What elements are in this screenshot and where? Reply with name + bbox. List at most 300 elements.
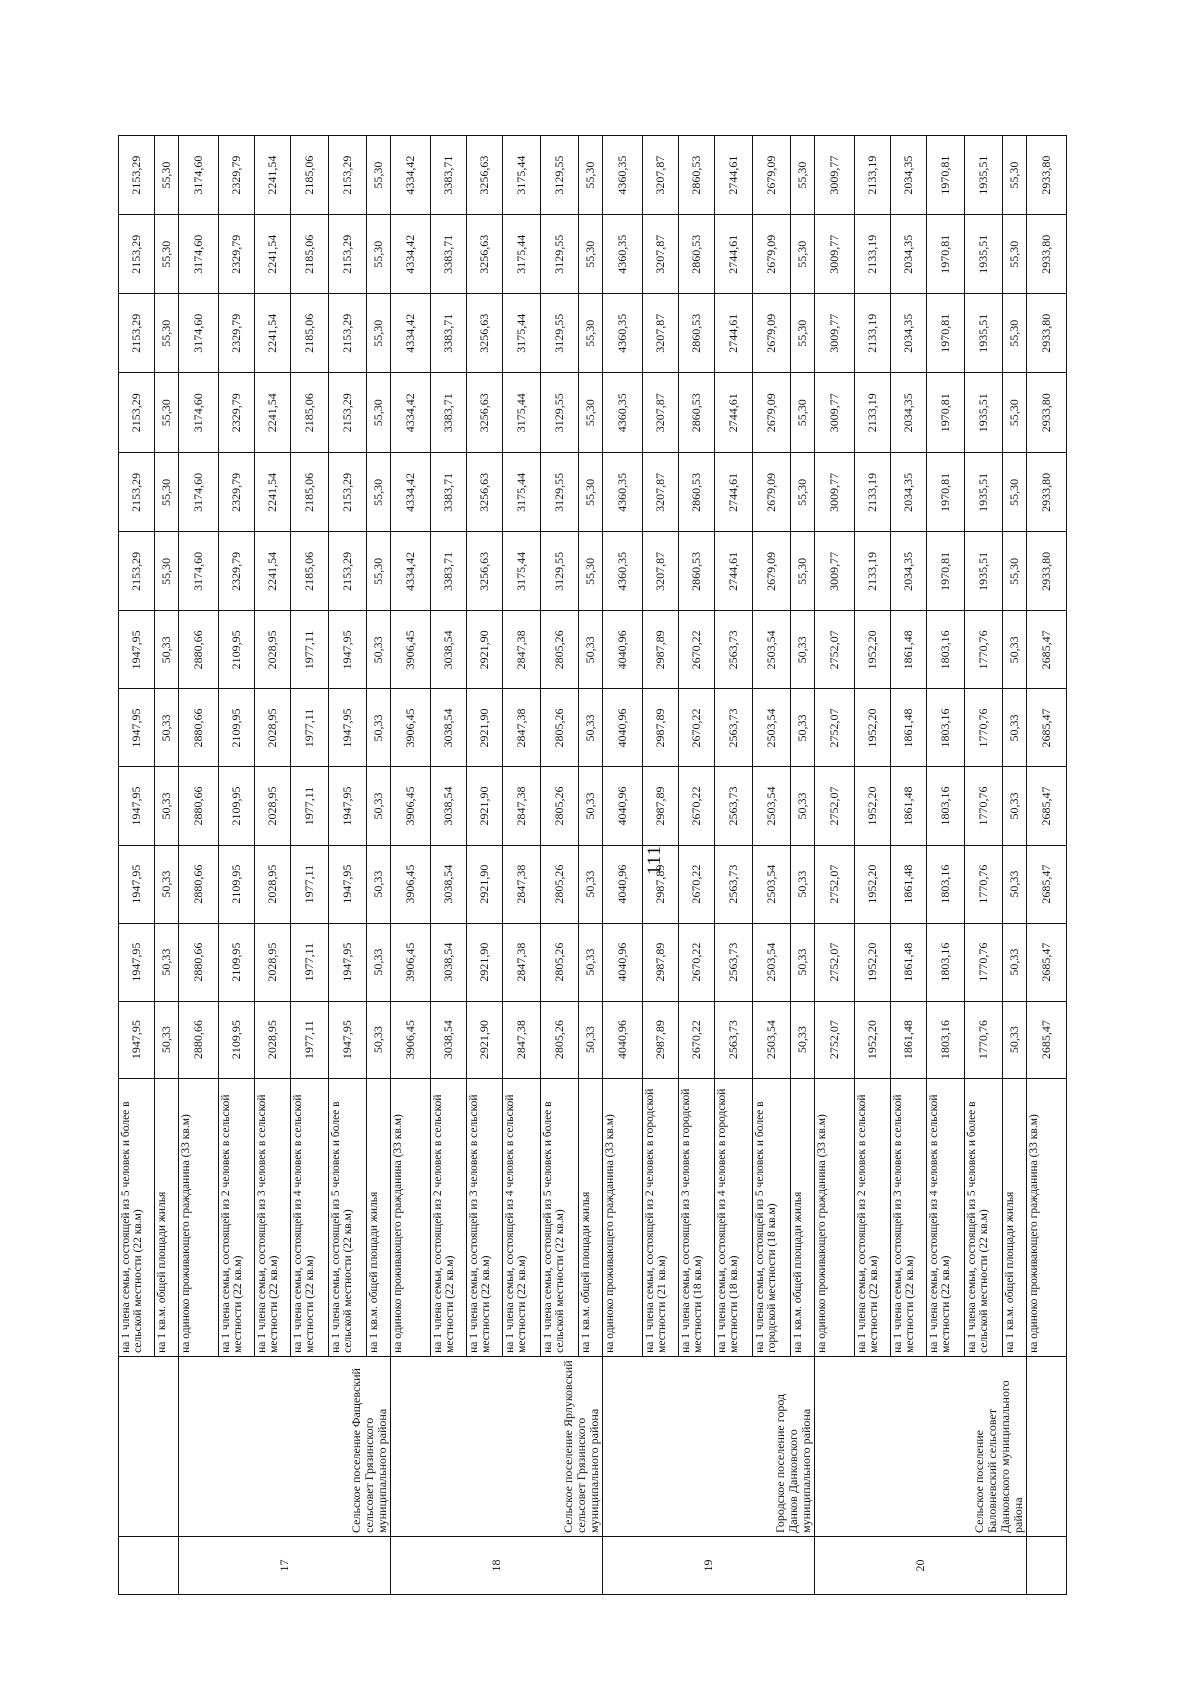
value-cell: 3207,87 [643, 453, 679, 532]
value-cell: 55,30 [579, 136, 603, 215]
value-cell: 2685,47 [1027, 611, 1067, 689]
value-cell: 2563,73 [715, 767, 753, 845]
description-cell: на 1 кв.м. общей площади жилья [1003, 1078, 1027, 1356]
value-cell: 3906,45 [391, 923, 431, 1001]
value-cell: 1947,95 [119, 923, 155, 1001]
value-cell: 3175,44 [503, 532, 541, 611]
value-cell: 4360,35 [603, 373, 643, 453]
value-cell: 2679,09 [753, 215, 791, 294]
value-cell: 2752,07 [815, 1001, 855, 1078]
value-cell: 55,30 [1003, 373, 1027, 453]
value-cell: 2185,06 [291, 453, 329, 532]
value-cell: 3383,71 [431, 373, 467, 453]
value-cell: 4040,96 [603, 923, 643, 1001]
value-cell: 3129,55 [541, 532, 579, 611]
value-cell: 2685,47 [1027, 923, 1067, 1001]
value-cell: 50,33 [155, 845, 179, 923]
value-cell: 3009,77 [815, 453, 855, 532]
description-cell: на 1 члена семьи, состоящей из 5 человек и более в сельской местности (22 кв.м) [541, 1078, 579, 1356]
value-cell: 2880,66 [179, 923, 219, 1001]
description-cell: на 1 члена семьи, состоящей из 4 человек в сельской местности (22 кв.м) [503, 1078, 541, 1356]
value-cell: 2987,89 [643, 767, 679, 845]
value-cell: 2860,53 [679, 136, 715, 215]
value-cell: 55,30 [579, 294, 603, 373]
description-cell: на 1 кв.м. общей площади жилья [579, 1078, 603, 1356]
table-row [391, 136, 431, 1595]
value-cell: 2563,73 [715, 923, 753, 1001]
value-cell: 55,30 [579, 373, 603, 453]
value-cell: 2679,09 [753, 373, 791, 453]
value-cell: 55,30 [367, 373, 391, 453]
value-cell: 3038,54 [431, 767, 467, 845]
value-cell: 2847,38 [503, 767, 541, 845]
value-cell: 3383,71 [431, 453, 467, 532]
value-cell: 55,30 [367, 532, 391, 611]
settlement-name-cell: Сельское поселение Фащевский сельсовет Грязинского муниципального района [179, 1356, 391, 1536]
value-cell: 2153,29 [329, 373, 367, 453]
value-cell: 1803,16 [927, 923, 965, 1001]
value-cell: 1947,95 [119, 1001, 155, 1078]
value-cell: 3207,87 [643, 532, 679, 611]
value-cell: 3174,60 [179, 453, 219, 532]
value-cell: 1977,11 [291, 611, 329, 689]
value-cell: 55,30 [791, 215, 815, 294]
value-cell: 2685,47 [1027, 689, 1067, 767]
value-cell: 2847,38 [503, 845, 541, 923]
value-cell: 2028,95 [255, 1001, 291, 1078]
description-cell: на 1 члена семьи, состоящей из 2 человек в сельской местности (22 кв.м) [855, 1078, 891, 1356]
value-cell: 2744,61 [715, 215, 753, 294]
value-cell: 2847,38 [503, 923, 541, 1001]
value-cell: 3207,87 [643, 136, 679, 215]
value-cell: 2685,47 [1027, 845, 1067, 923]
value-cell: 2752,07 [815, 689, 855, 767]
value-cell: 4040,96 [603, 1001, 643, 1078]
value-cell: 2241,54 [255, 215, 291, 294]
value-cell: 1861,48 [891, 689, 927, 767]
description-cell: на 1 члена семьи, состоящей из 3 человек в городской местности (18 кв.м) [679, 1078, 715, 1356]
value-cell: 2241,54 [255, 294, 291, 373]
value-cell: 1770,76 [965, 845, 1003, 923]
value-cell: 2153,29 [119, 373, 155, 453]
value-cell: 50,33 [1003, 1001, 1027, 1078]
table-row [119, 136, 155, 1595]
value-cell: 55,30 [791, 532, 815, 611]
value-cell: 3256,63 [467, 532, 503, 611]
value-cell: 4040,96 [603, 767, 643, 845]
value-cell: 1947,95 [119, 611, 155, 689]
value-cell: 3906,45 [391, 689, 431, 767]
rotated-table-page [118, 135, 1118, 1595]
value-cell: 2752,07 [815, 611, 855, 689]
description-cell: на 1 члена семьи, состоящей из 4 человек в сельской местности (22 кв.м) [291, 1078, 329, 1356]
value-cell: 1977,11 [291, 845, 329, 923]
value-cell: 3207,87 [643, 215, 679, 294]
settlement-name-cell [1027, 1356, 1067, 1536]
description-cell: на 1 члена семьи, состоящей из 2 человек в городской местности (21 кв.м) [643, 1078, 679, 1356]
value-cell: 50,33 [579, 923, 603, 1001]
table-row [1027, 136, 1067, 1595]
value-cell: 1861,48 [891, 767, 927, 845]
value-cell: 2185,06 [291, 215, 329, 294]
value-cell: 4334,42 [391, 294, 431, 373]
value-cell: 2185,06 [291, 136, 329, 215]
value-cell: 2679,09 [753, 136, 791, 215]
table-row [179, 136, 219, 1595]
value-cell: 55,30 [579, 532, 603, 611]
value-cell: 55,30 [791, 136, 815, 215]
value-cell: 3906,45 [391, 767, 431, 845]
value-cell: 1947,95 [329, 611, 367, 689]
value-cell: 4334,42 [391, 373, 431, 453]
value-cell: 3038,54 [431, 689, 467, 767]
row-number-cell: 17 [179, 1536, 391, 1594]
value-cell: 2153,29 [119, 136, 155, 215]
row-number-cell: 18 [391, 1536, 603, 1594]
tariff-table [118, 135, 1067, 1595]
value-cell: 2034,35 [891, 453, 927, 532]
value-cell: 1770,76 [965, 689, 1003, 767]
value-cell: 2805,26 [541, 767, 579, 845]
description-cell: на одиноко проживающего гражданина (33 кв.м) [179, 1078, 219, 1356]
description-cell: на 1 члена семьи, состоящей из 5 человек и более в сельской местности (22 кв.м) [119, 1078, 155, 1356]
value-cell: 2847,38 [503, 689, 541, 767]
value-cell: 3383,71 [431, 215, 467, 294]
value-cell: 2933,80 [1027, 136, 1067, 215]
value-cell: 2563,73 [715, 689, 753, 767]
value-cell: 1977,11 [291, 689, 329, 767]
description-cell: на 1 кв.м. общей площади жилья [367, 1078, 391, 1356]
value-cell: 1952,20 [855, 1001, 891, 1078]
value-cell: 2109,95 [219, 611, 255, 689]
value-cell: 2153,29 [329, 453, 367, 532]
value-cell: 1977,11 [291, 1001, 329, 1078]
value-cell: 1970,81 [927, 136, 965, 215]
value-cell: 50,33 [579, 611, 603, 689]
value-cell: 2860,53 [679, 215, 715, 294]
value-cell: 2860,53 [679, 294, 715, 373]
value-cell: 1952,20 [855, 689, 891, 767]
value-cell: 3175,44 [503, 453, 541, 532]
value-cell: 3174,60 [179, 532, 219, 611]
description-cell: на 1 члена семьи, состоящей из 5 человек и более в сельской местности (22 кв.м) [329, 1078, 367, 1356]
value-cell: 50,33 [367, 611, 391, 689]
value-cell: 2241,54 [255, 532, 291, 611]
value-cell: 4040,96 [603, 689, 643, 767]
row-number-cell: 19 [603, 1536, 815, 1594]
value-cell: 2153,29 [119, 294, 155, 373]
value-cell: 1970,81 [927, 453, 965, 532]
value-cell: 1935,51 [965, 136, 1003, 215]
value-cell: 2133,19 [855, 136, 891, 215]
value-cell: 50,33 [155, 767, 179, 845]
value-cell: 2670,22 [679, 1001, 715, 1078]
description-cell: на одиноко проживающего гражданина (33 кв.м) [391, 1078, 431, 1356]
value-cell: 2241,54 [255, 453, 291, 532]
value-cell: 50,33 [155, 689, 179, 767]
description-cell: на одиноко проживающего гражданина (33 кв.м) [815, 1078, 855, 1356]
value-cell: 3174,60 [179, 215, 219, 294]
description-cell: на 1 члена семьи, состоящей из 5 человек и более в сельской местности (22 кв.м) [965, 1078, 1003, 1356]
value-cell: 4040,96 [603, 611, 643, 689]
value-cell: 2109,95 [219, 689, 255, 767]
table-body [119, 136, 1067, 1595]
value-cell: 2880,66 [179, 689, 219, 767]
value-cell: 1770,76 [965, 767, 1003, 845]
description-cell: на 1 кв.м. общей площади жилья [155, 1078, 179, 1356]
value-cell: 4334,42 [391, 136, 431, 215]
value-cell: 2329,79 [219, 532, 255, 611]
value-cell: 4334,42 [391, 215, 431, 294]
value-cell: 1861,48 [891, 923, 927, 1001]
value-cell: 4334,42 [391, 453, 431, 532]
value-cell: 2670,22 [679, 845, 715, 923]
value-cell: 2329,79 [219, 373, 255, 453]
value-cell: 2921,90 [467, 845, 503, 923]
value-cell: 1977,11 [291, 923, 329, 1001]
value-cell: 3129,55 [541, 453, 579, 532]
table-row [603, 136, 643, 1595]
value-cell: 50,33 [791, 1001, 815, 1078]
value-cell: 2503,54 [753, 767, 791, 845]
value-cell: 1947,95 [329, 845, 367, 923]
value-cell: 2880,66 [179, 767, 219, 845]
value-cell: 4360,35 [603, 136, 643, 215]
value-cell: 2109,95 [219, 767, 255, 845]
value-cell: 4334,42 [391, 532, 431, 611]
value-cell: 2847,38 [503, 611, 541, 689]
value-cell: 3256,63 [467, 215, 503, 294]
value-cell: 3256,63 [467, 136, 503, 215]
value-cell: 3383,71 [431, 532, 467, 611]
value-cell: 55,30 [1003, 215, 1027, 294]
value-cell: 1970,81 [927, 532, 965, 611]
value-cell: 2744,61 [715, 136, 753, 215]
value-cell: 55,30 [367, 294, 391, 373]
value-cell: 2921,90 [467, 767, 503, 845]
value-cell: 3009,77 [815, 294, 855, 373]
value-cell: 2153,29 [119, 453, 155, 532]
row-number-cell: 20 [815, 1536, 1027, 1594]
value-cell: 4040,96 [603, 845, 643, 923]
value-cell: 2933,80 [1027, 294, 1067, 373]
value-cell: 1952,20 [855, 923, 891, 1001]
value-cell: 2860,53 [679, 373, 715, 453]
description-cell: на 1 члена семьи, состоящей из 2 человек в сельской местности (22 кв.м) [431, 1078, 467, 1356]
value-cell: 50,33 [155, 1001, 179, 1078]
value-cell: 3207,87 [643, 373, 679, 453]
settlement-name-cell: Городское поселение город Данков Данковского муниципального района [603, 1356, 815, 1536]
value-cell: 55,30 [791, 453, 815, 532]
value-cell: 1947,95 [119, 689, 155, 767]
value-cell: 2133,19 [855, 532, 891, 611]
value-cell: 2805,26 [541, 845, 579, 923]
value-cell: 3038,54 [431, 845, 467, 923]
value-cell: 3009,77 [815, 373, 855, 453]
value-cell: 2241,54 [255, 136, 291, 215]
value-cell: 55,30 [1003, 136, 1027, 215]
value-cell: 55,30 [1003, 532, 1027, 611]
value-cell: 1803,16 [927, 767, 965, 845]
value-cell: 1935,51 [965, 453, 1003, 532]
value-cell: 55,30 [155, 136, 179, 215]
value-cell: 1970,81 [927, 215, 965, 294]
value-cell: 2153,29 [119, 215, 155, 294]
value-cell: 2133,19 [855, 453, 891, 532]
value-cell: 4360,35 [603, 532, 643, 611]
value-cell: 50,33 [367, 1001, 391, 1078]
value-cell: 3383,71 [431, 294, 467, 373]
value-cell: 2744,61 [715, 453, 753, 532]
value-cell: 2679,09 [753, 532, 791, 611]
value-cell: 2987,89 [643, 845, 679, 923]
value-cell: 2133,19 [855, 294, 891, 373]
value-cell: 55,30 [1003, 294, 1027, 373]
value-cell: 1952,20 [855, 611, 891, 689]
description-cell: на 1 члена семьи, состоящей из 5 человек и более в городской местности (18 кв.м) [753, 1078, 791, 1356]
value-cell: 3906,45 [391, 1001, 431, 1078]
value-cell: 50,33 [367, 767, 391, 845]
value-cell: 2921,90 [467, 1001, 503, 1078]
value-cell: 2679,09 [753, 453, 791, 532]
value-cell: 1947,95 [119, 767, 155, 845]
value-cell: 2109,95 [219, 845, 255, 923]
value-cell: 3256,63 [467, 373, 503, 453]
value-cell: 50,33 [367, 845, 391, 923]
value-cell: 50,33 [155, 923, 179, 1001]
value-cell: 50,33 [1003, 767, 1027, 845]
value-cell: 2034,35 [891, 373, 927, 453]
value-cell: 3174,60 [179, 294, 219, 373]
value-cell: 2185,06 [291, 532, 329, 611]
value-cell: 1952,20 [855, 845, 891, 923]
description-cell: на 1 члена семьи, состоящей из 2 человек в сельской местности (22 кв.м) [219, 1078, 255, 1356]
value-cell: 50,33 [1003, 923, 1027, 1001]
value-cell: 2153,29 [329, 294, 367, 373]
value-cell: 2933,80 [1027, 453, 1067, 532]
value-cell: 2028,95 [255, 923, 291, 1001]
value-cell: 1947,95 [329, 689, 367, 767]
value-cell: 2670,22 [679, 611, 715, 689]
description-cell: на одиноко проживающего гражданина (33 кв.м) [1027, 1078, 1067, 1356]
value-cell: 55,30 [579, 215, 603, 294]
value-cell: 1947,95 [119, 845, 155, 923]
value-cell: 3906,45 [391, 845, 431, 923]
value-cell: 50,33 [791, 923, 815, 1001]
value-cell: 3009,77 [815, 136, 855, 215]
value-cell: 55,30 [155, 215, 179, 294]
value-cell: 2028,95 [255, 767, 291, 845]
value-cell: 1935,51 [965, 532, 1003, 611]
value-cell: 2503,54 [753, 611, 791, 689]
value-cell: 2685,47 [1027, 767, 1067, 845]
value-cell: 50,33 [1003, 611, 1027, 689]
value-cell: 2921,90 [467, 611, 503, 689]
description-cell: на 1 члена семьи, состоящей из 3 человек в сельской местности (22 кв.м) [891, 1078, 927, 1356]
value-cell: 2563,73 [715, 611, 753, 689]
value-cell: 2153,29 [119, 532, 155, 611]
value-cell: 2563,73 [715, 845, 753, 923]
value-cell: 2805,26 [541, 611, 579, 689]
value-cell: 3383,71 [431, 136, 467, 215]
value-cell: 1935,51 [965, 215, 1003, 294]
value-cell: 2034,35 [891, 136, 927, 215]
value-cell: 2503,54 [753, 845, 791, 923]
value-cell: 2744,61 [715, 373, 753, 453]
value-cell: 1770,76 [965, 1001, 1003, 1078]
value-cell: 3038,54 [431, 611, 467, 689]
value-cell: 3009,77 [815, 215, 855, 294]
value-cell: 50,33 [579, 1001, 603, 1078]
value-cell: 2670,22 [679, 923, 715, 1001]
value-cell: 3038,54 [431, 1001, 467, 1078]
value-cell: 50,33 [791, 845, 815, 923]
value-cell: 3175,44 [503, 294, 541, 373]
value-cell: 2028,95 [255, 845, 291, 923]
value-cell: 50,33 [1003, 845, 1027, 923]
value-cell: 2805,26 [541, 689, 579, 767]
value-cell: 2185,06 [291, 294, 329, 373]
description-cell: на одиноко проживающего гражданина (33 кв.м) [603, 1078, 643, 1356]
value-cell: 3207,87 [643, 294, 679, 373]
value-cell: 3175,44 [503, 373, 541, 453]
value-cell: 4360,35 [603, 215, 643, 294]
value-cell: 2860,53 [679, 453, 715, 532]
value-cell: 55,30 [579, 453, 603, 532]
value-cell: 1803,16 [927, 689, 965, 767]
value-cell: 1935,51 [965, 294, 1003, 373]
value-cell: 2847,38 [503, 1001, 541, 1078]
value-cell: 2987,89 [643, 1001, 679, 1078]
value-cell: 3038,54 [431, 923, 467, 1001]
value-cell: 50,33 [367, 689, 391, 767]
value-cell: 2933,80 [1027, 215, 1067, 294]
value-cell: 2752,07 [815, 923, 855, 1001]
description-cell: на 1 члена семьи, состоящей из 3 человек в сельской местности (22 кв.м) [255, 1078, 291, 1356]
value-cell: 55,30 [155, 294, 179, 373]
value-cell: 4360,35 [603, 453, 643, 532]
description-cell: на 1 члена семьи, состоящей из 4 человек в городской местности (18 кв.м) [715, 1078, 753, 1356]
value-cell: 50,33 [579, 689, 603, 767]
value-cell: 1947,95 [329, 1001, 367, 1078]
value-cell: 1770,76 [965, 611, 1003, 689]
value-cell: 1952,20 [855, 767, 891, 845]
settlement-name-cell: Сельское поселение Баловневский сельсовет Данковского муниципального района [815, 1356, 1027, 1536]
value-cell: 50,33 [579, 845, 603, 923]
value-cell: 2241,54 [255, 373, 291, 453]
value-cell: 2503,54 [753, 689, 791, 767]
value-cell: 1977,11 [291, 767, 329, 845]
value-cell: 1770,76 [965, 923, 1003, 1001]
value-cell: 1947,95 [329, 767, 367, 845]
value-cell: 2109,95 [219, 923, 255, 1001]
value-cell: 2679,09 [753, 294, 791, 373]
value-cell: 3129,55 [541, 373, 579, 453]
value-cell: 3129,55 [541, 136, 579, 215]
value-cell: 55,30 [791, 294, 815, 373]
value-cell: 1803,16 [927, 1001, 965, 1078]
value-cell: 3174,60 [179, 373, 219, 453]
value-cell: 50,33 [155, 611, 179, 689]
value-cell: 2880,66 [179, 845, 219, 923]
value-cell: 2880,66 [179, 611, 219, 689]
value-cell: 2744,61 [715, 532, 753, 611]
value-cell: 3256,63 [467, 453, 503, 532]
value-cell: 1947,95 [329, 923, 367, 1001]
value-cell: 1861,48 [891, 611, 927, 689]
description-cell: на 1 члена семьи, состоящей из 4 человек в сельской местности (22 кв.м) [927, 1078, 965, 1356]
table-row [815, 136, 855, 1595]
